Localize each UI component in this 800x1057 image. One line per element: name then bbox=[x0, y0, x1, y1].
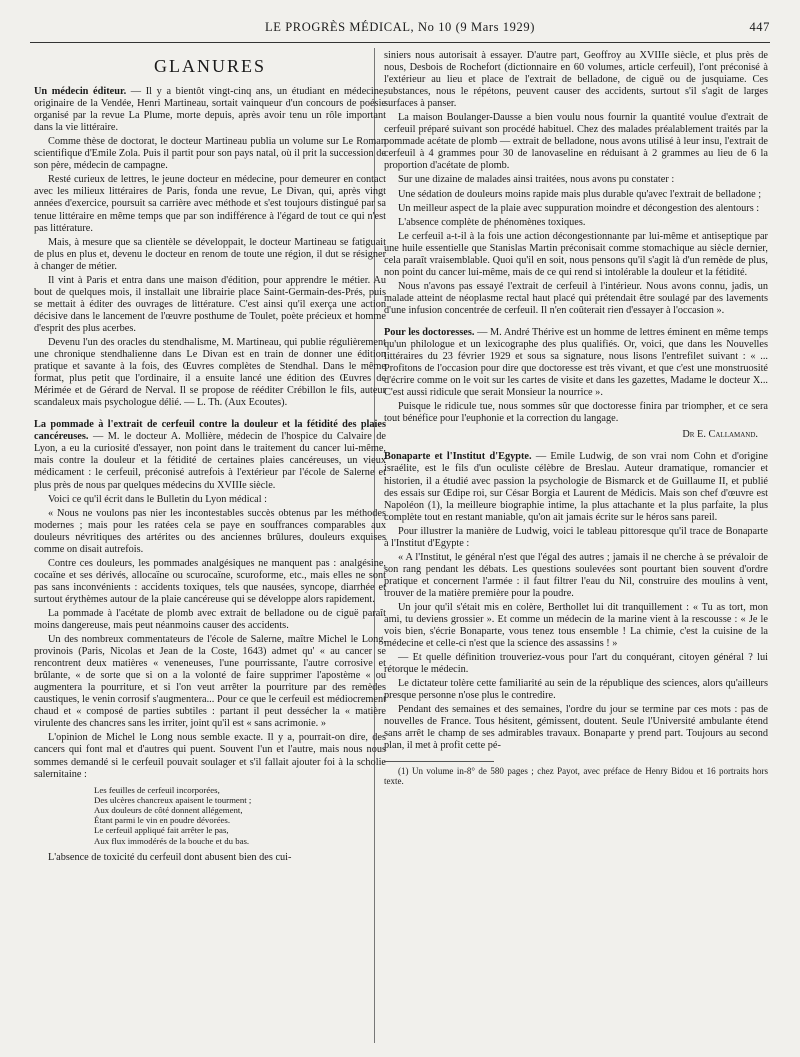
paragraph: siniers nous autorisait à essayer. D'autre part, Geoffroy au XVIIIe siècle, et plus près de nous, Desbois de Rochefort (dictionnaire en 60 volumes, article cerfeuil), l'ont préconisé à l'extérieur au lieu et place de l'extrait de belladone, de ciguë ou de jusquiame. Ces substances, nous le répétons, peuvent causer des accidents, surtout s'il s'agit de larges surfaces à panser. bbox=[384, 50, 768, 110]
footnote: (1) Un volume in-8° de 580 pages ; chez Payot, avec préface de Henry Bidou et 16 portraits hors texte. bbox=[384, 765, 768, 787]
poem-line: Le cerfeuil appliqué fait arrêter le pas, bbox=[94, 825, 229, 836]
header-rule bbox=[30, 42, 770, 43]
paragraph bbox=[384, 327, 768, 399]
article-heading: Bonaparte et l'Institut d'Egypte. bbox=[384, 451, 532, 463]
paragraph: Sur une dizaine de malades ainsi traitées, nous avons pu constater : bbox=[398, 174, 675, 186]
article-heading: Pour les doctoresses. bbox=[384, 326, 475, 338]
paragraph: Un jour qu'il s'était mis en colère, Berthollet lui dit tranquillement : « Tu as tort, mon ami, tu deviens grossier ». Et comme un médecin de la marine vient à la rescousse : « Je le vois bien, s'écrie Bonaparte, vous tenez tous ensemble ! La chimie, c'est la cuisine de la médecine et celle-ci n'est que la science des assassins ! » bbox=[384, 601, 768, 650]
paragraph: Une sédation de douleurs moins rapide mais plus durable qu'avec l'extrait de belladone ; bbox=[398, 188, 762, 200]
paragraph bbox=[384, 451, 768, 523]
paragraph-text: — M. André Thérive est un homme de lettres éminent en même temps qu'un philologue et un lexicographe des plus qualifiés. Or, voici, que dans les Nouvelles littéraires du 23 février 1929 et sous sa signature, nous lisons l'entrefilet suivant : « ... Profitons de l'occasion pour dire que doctoresse est très vivant, et que c'est une monstruosité d'écrire comme on le voit sur les cartes de visite et dans les gazettes, Madame le docteur X... C'est aussi ridicule que serait Monsieur la nourrice ». bbox=[384, 326, 768, 399]
paragraph: Puisque le ridicule tue, nous sommes sûr que doctoresse finira par triompher, et ce sera tout bénéfice pour l'euphonie et la correction du langage. bbox=[384, 401, 768, 425]
paragraph-text: — Il y a bientôt vingt-cinq ans, un étudiant en médecine, originaire de la Vendée, Henri Martineau, sortait vainqueur d'un concours de poésie organisé par la revue La Plume, morte depuis, après avoir tenu un rôle important dans la vie littéraire. bbox=[34, 86, 386, 134]
footnote-rule bbox=[384, 761, 494, 762]
poem-line: Aux flux immodérés de la bouche et du bas. bbox=[94, 835, 250, 846]
poem-line: Les feuilles de cerfeuil incorporées, bbox=[94, 784, 220, 795]
paragraph: Il vint à Paris et entra dans une maison d'édition, pour apprendre le métier. Au bout de quelques mois, il installait une librairie place Saint-Germain-des-Prés, puis se mettait à éditer des ouvrages de littérature. C'est ainsi qu'il exerça une action décisive dans le lancement de l'œuvre posthume de Toulet, poète précieux et homme d'esprit des plus acerbes. bbox=[34, 274, 386, 334]
paragraph-text: — M. le docteur A. Mollière, médecin de l'hospice du Calvaire de Lyon, a eu la curiosité d'essayer, non point dans le traitement du cancer lui-même, mais contre la douleur et la fétidité de certaines plaies cancéreuses, un vieux médicament : le cerfeuil, préconisé autrefois à l'extérieur par l'école de Salerne et plus près de nous par quelques médecins du XVIIIe siècle. bbox=[34, 431, 386, 491]
poem bbox=[34, 785, 386, 846]
paragraph: Un des nombreux commentateurs de l'école de Salerne, maître Michel le Long, provinois (Paris, Nicolas et Jean de la Coste, 1643) admet qu' « au cancer se rencontrent deux matières « veneneuses, l'une pourrissante, l'autre corrosive et brûlante, « de sorte que si on a la volonté de faire supprimer l'apostème « ou augmentera la pourriture, et si l'on veut arrêter la pourriture par des remèdes caustiques, le venin corrosif s'augmentera... Pour ce que le cerfeuil est médiocrement chaud et « composé de parties subtiles : partant il peut dessécher la « matière virulente des chancres sans les irriter, joint qu'il est « sans acrimonie. » bbox=[34, 634, 386, 730]
paragraph: L'absence de toxicité du cerfeuil dont abusent bien des cui- bbox=[48, 851, 292, 863]
paragraph: Nous n'avons pas essayé l'extrait de cerfeuil à l'intérieur. Nous avons connu, jadis, un malade atteint de néoplasme rectal haut placé qui prétendait être soulagé par des lavements d'une infusion concentrée de cerfeuil. Il n'en coûterait rien d'essayer à l'occasion ». bbox=[384, 280, 768, 316]
paragraph: La pommade à l'acétate de plomb avec extrait de belladone ou de ciguë paraît moins dangereuse, mais peut néanmoins causer des accidents. bbox=[34, 607, 386, 632]
paragraph-text: — Emile Ludwig, de son vrai nom Cohn et d'origine israélite, est le fils d'un oculiste célèbre de Breslau. Auteur dramatique, romancier et historien, il a étudié avec passion la psychologie de Bismarck et de Guillaume II, et publié des essais sur Œdipe roi, sur César Borgia et Laurent de Médicis. Mais son chef d'œuvre est Napoléon (1), la meilleure biographie intime, la plus attachante et la plus parfaite, la plus complète tout en restant maniable, qu'on ait jamais écrite sur le héros sans pareil. bbox=[384, 451, 768, 523]
page-header bbox=[30, 20, 770, 38]
paragraph: Le cerfeuil a-t-il à la fois une action décongestionnante par lui-même et antiseptique par une huile essentielle que Stanislas Martin préconisait comme stomachique au siècle dernier, cela paraît vraisemblable. Quoi qu'il en soit, nous pensons qu'il s'agit là d'un remède de plus, non point du cancer lui-même, mais de ce qui rend si intolérable la douleur et la fétidité. bbox=[384, 230, 768, 278]
paragraph: Voici ce qu'il écrit dans le Bulletin du Lyon médical : bbox=[48, 493, 267, 505]
poem-line: Des ulcères chancreux apaisent le tourment ; bbox=[94, 794, 252, 805]
paragraph: Resté curieux de lettres, le jeune docteur en médecine, pour demeurer en contact avec les milieux littéraires de Paris, fonda une revue, Le Divan, qui, après vingt années d'exercice, poursuit sa carrière avec méthode et s'est toujours distingué par sa tenue littéraire en même temps que par son indifférence à l'égard de tout ce qui n'est pas littérature. bbox=[34, 174, 386, 234]
paragraph: « Nous ne voulons pas nier les incontestables succès obtenus par les méthodes modernes ; mais pour les ratées cela se paye en souffrances comparables aux douleurs névritiques des artérites ou des anciennes brûlures, douleurs exquises comme on disait autrefois. bbox=[34, 507, 386, 555]
running-title: LE PROGRÈS MÉDICAL, No 10 (9 Mars 1929) bbox=[265, 20, 535, 34]
right-column bbox=[384, 50, 768, 789]
paragraph: — Et quelle définition trouveriez-vous pour l'art du conquérant, citoyen général ? lui rétorque le médecin. bbox=[384, 652, 768, 676]
paragraph: Un meilleur aspect de la plaie avec suppuration moindre et décongestion des alentours : bbox=[398, 202, 760, 214]
left-column bbox=[34, 50, 386, 866]
paragraph: Le dictateur tolère cette familiarité au sein de la république des sciences, alors qu'ailleurs presque personne n'ose plus le contredire. bbox=[384, 678, 768, 702]
paragraph bbox=[34, 86, 386, 134]
paragraph: Contre ces douleurs, les pommades analgésiques ne manquent pas : analgésine, cocaïne et ses dérivés, allocaïne ou scurocaïne, scuroforme, etc., mais elles ne sont pas sans inconvénients : accidents toxiques, tels que nausées, syncope, diarrhée et surtout érythèmes autour de la plaie cancéreuse qui se développe alors rapidement. bbox=[34, 557, 386, 605]
poem-line: Aux douleurs de côté donnent allégement, bbox=[94, 805, 243, 816]
article-heading: La pommade à l'extrait de cerfeuil contre la douleur et la fétidité des plaies cancéreuses. bbox=[34, 419, 386, 443]
paragraph: Pendant des semaines et des semaines, l'ordre du jour se termine par ces mots : pas de nouvelles de France. Tous hésitent, gémissent, doutent. Seule l'Université ambulante étend sans arrêt le champ de ses admirables travaux. Bonaparte y prend part. Toujours au second plan, il met à profit cette pé- bbox=[384, 704, 768, 752]
signature: Dr E. Callamand. bbox=[682, 429, 758, 441]
page-number: 447 bbox=[749, 20, 770, 34]
paragraph: Devenu l'un des oracles du stendhalisme, M. Martineau, qui publie régulièrement une chronique stendhalienne dans Le Divan est en train de donner une édition pratique et savante à la fois, des Œuvres complètes de Stendhal. Dans le même format, plus petit que l'ordinaire, il a ensuite lancé une édition des Œuvres de Mérimée et de Gérard de Nerval. Il se propose de rééditer Crébillon le fils, auteur scandaleux mais psychologue délié. — L. Th. (Aux Ecoutes). bbox=[34, 336, 386, 409]
article-heading: Un médecin éditeur. bbox=[34, 86, 127, 98]
paragraph: La maison Boulanger-Dausse a bien voulu nous fournir la quantité voulue d'extrait de cerfeuil préparé suivant son procédé habituel. Chez des malades préalablement traités par la pommade acétate de plomb — extrait de belladone, nous avons utilisé à leur insu, l'extrait de cerfeuil à 4 grammes pour 30 de lanovaseline en réduisant à 2 grammes au lieu de 6 la proportion d'acétate de plomb. bbox=[384, 112, 768, 172]
paragraph bbox=[34, 419, 386, 491]
poem-line: Étant parmi le vin en poudre dévorées. bbox=[94, 815, 231, 826]
paragraph: L'opinion de Michel le Long nous semble exacte. Il y a, pourrait-on dire, des cancers qui font mal et d'autres qui puent. Souvent l'un et l'autre, mais nous nous sommes demandé si le cerfeuil pouvait soulager et s'il fallait ajouter foi à la scholie salernitaine : bbox=[34, 732, 386, 780]
paragraph: « A l'Institut, le général n'est que l'égal des autres ; jamais il ne cherche à se prévaloir de son rang pendant les débats. Les questions soulevées sont pourtant bien souvent d'ordre pratique et concernent l'armée : il faut filtrer l'eau du Nil, construire des moulins à vent, trouver de la matière première pour la poudre. bbox=[384, 551, 768, 599]
section-title: GLANURES bbox=[153, 56, 266, 76]
paragraph: Comme thèse de doctorat, le docteur Martineau publia un volume sur Le Roman scientifique d'Emile Zola. Puis il partit pour son pays natal, où il prit la succession de son père, médecin de campagne. bbox=[34, 136, 386, 172]
paragraph: L'absence complète de phénomènes toxiques. bbox=[398, 216, 586, 228]
paragraph: Mais, à mesure que sa clientèle se développait, le docteur Martineau se fatiguait de plus en plus et, devenu le docteur en renom de toute une région, il dut se résigner à changer de métier. bbox=[34, 236, 386, 272]
paragraph: Pour illustrer la manière de Ludwig, voici le tableau pittoresque qu'il trace de Bonaparte à l'Institut d'Egypte : bbox=[384, 525, 768, 549]
